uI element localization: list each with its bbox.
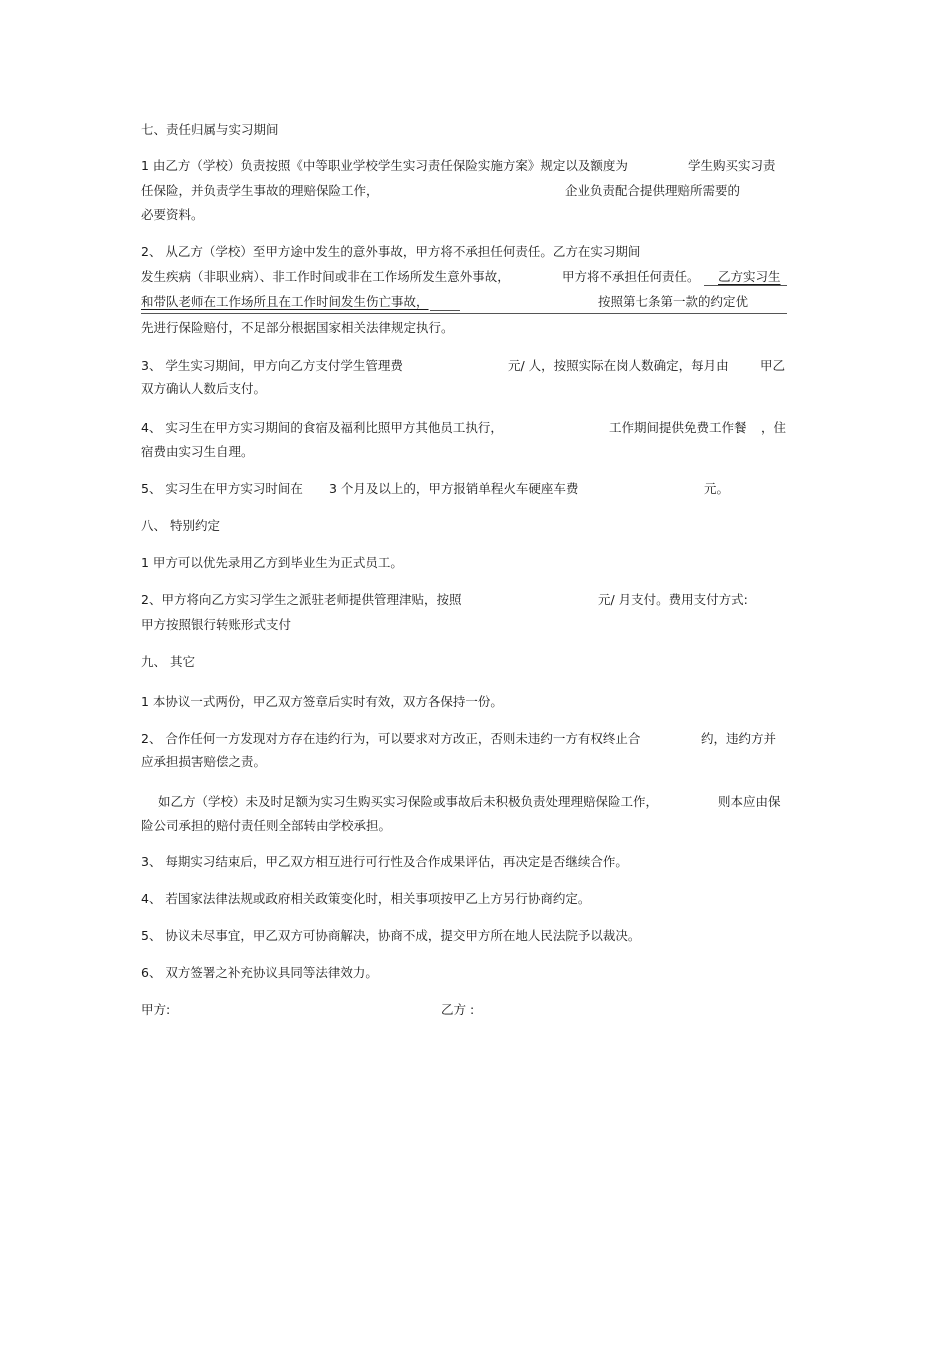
clause-7-4-line1-end: ，住 [761, 420, 787, 435]
party-a-signature-label: 甲方: [141, 1002, 171, 1017]
clause-9-3: 3、 每期实习结束后，甲乙双方相互进行可行性及合作成果评估，再决定是否继续合作。 [141, 854, 628, 869]
clause-7-5-line1-end: 元。 [704, 481, 730, 496]
clause-7-2-line2-mid: 甲方将不承担任何责任。 [562, 269, 700, 284]
clause-7-1-line2-end: 企业负责配合提供理赔所需要的 [565, 183, 741, 198]
clause-9-2-line1: 2、 合作任何一方发现对方存在违约行为，可以要求对方改正，否则未违约一方有权终止合 [141, 731, 641, 746]
clause-8-1: 1 甲方可以优先录用乙方到毕业生为正式员工。 [141, 555, 403, 570]
clause-7-2-line3: 和带队老师在工作场所且在工作时间发生伤亡事故， [141, 294, 429, 309]
clause-9-6: 6、 双方签署之补充协议具同等法律效力。 [141, 965, 378, 980]
section-7-heading: 七、责任归属与实习期间 [141, 122, 279, 137]
clause-7-2-line2-end: 乙方实习生 [718, 269, 781, 284]
section-9-heading: 九、 其它 [141, 654, 195, 669]
clause-7-2-line4: 先进行保险赔付，不足部分根据国家相关法律规定执行。 [141, 320, 454, 335]
clause-7-3-line1: 3、 学生实习期间，甲方向乙方支付学生管理费 [141, 358, 403, 373]
clause-7-2-line3-end: 按照第七条第一款的约定优 [598, 294, 749, 309]
clause-9-2-line1-end: 约，违约方并 [701, 731, 777, 746]
clause-9-1: 1 本协议一式两份，甲乙双方签章后实时有效，双方各保持一份。 [141, 694, 503, 709]
clause-9-2-line2: 应承担损害赔偿之责。 [141, 754, 267, 769]
paragraph-line1-end: 则本应由保 [718, 794, 781, 809]
section-8-heading: 八、 特别约定 [141, 518, 220, 533]
clause-9-4: 4、 若国家法律法规或政府相关政策变化时，相关事项按甲乙上方另行协商约定。 [141, 891, 591, 906]
clause-7-1-line1-end: 学生购买实习责 [688, 158, 776, 173]
clause-7-3-line2: 双方确认人数后支付。 [141, 381, 267, 396]
clause-7-1-line1: 1 由乙方（学校）负责按照《中等职业学校学生实习责任保险实施方案》规定以及额度为 [141, 158, 628, 173]
paragraph-line2: 险公司承担的赔付责任则全部转由学校承担。 [141, 818, 392, 833]
paragraph-line1: 如乙方（学校）未及时足额为实习生购买实习保险或事故后未积极负责处理理赔保险工作， [158, 794, 659, 809]
clause-7-5-line1-mid: 3 个月及以上的，甲方报销单程火车硬座车费 [329, 481, 579, 496]
underline-rule [704, 285, 787, 286]
clause-8-2-line1: 2、甲方将向乙方实习学生之派驻老师提供管理津贴，按照 [141, 592, 462, 607]
clause-7-2-line2: 发生疾病（非职业病）、非工作时间或非在工作场所发生意外事故， [141, 269, 510, 284]
full-width-rule [141, 313, 787, 314]
party-b-signature-label: 乙方 : [441, 1002, 475, 1017]
clause-8-2-line2: 甲方按照银行转账形式支付 [141, 617, 292, 632]
clause-7-2-line1: 2、 从乙方（学校）至甲方途中发生的意外事故，甲方将不承担任何责任。乙方在实习期间 [141, 244, 641, 259]
clause-9-5: 5、 协议未尽事宜，甲乙双方可协商解决，协商不成，提交甲方所在地人民法院予以裁决。 [141, 928, 641, 943]
clause-7-3-line1-mid: 元/ 人，按照实际在岗人数确定，每月由 [508, 358, 729, 373]
clause-8-2-line1-end: 元/ 月支付。费用支付方式: [598, 592, 748, 607]
clause-7-4-line1: 4、 实习生在甲方实习期间的食宿及福利比照甲方其他员工执行， [141, 420, 503, 435]
clause-7-5-line1: 5、 实习生在甲方实习时间在 [141, 481, 303, 496]
clause-7-4-line1-mid: 工作期间提供免费工作餐 [609, 420, 747, 435]
clause-7-1-line2: 任保险，并负责学生事故的理赔保险工作， [141, 183, 379, 198]
clause-7-1-line3: 必要资料。 [141, 207, 204, 222]
underline-blank [430, 310, 460, 311]
clause-7-3-line1-end: 甲乙 [760, 358, 786, 373]
clause-7-4-line2: 宿费由实习生自理。 [141, 444, 254, 459]
